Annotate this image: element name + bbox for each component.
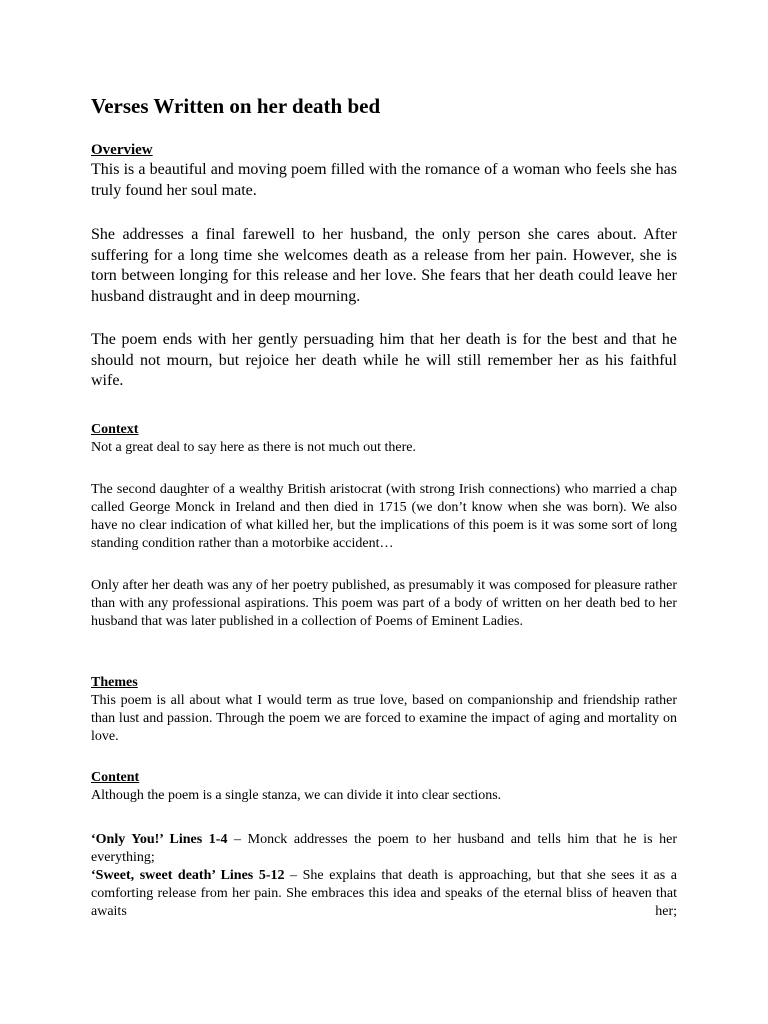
- overview-heading: Overview: [91, 142, 153, 158]
- context-paragraph-3: Only after her death was any of her poetry published, as presumably it was composed for pleasure rather than with any professional aspirations. This poem was part of a body of written on her death bed to her husband that was later published in a collection of Poems of Eminent Ladies.: [91, 578, 677, 629]
- content-section-text: – She explains that death is approaching, but that she sees it as a comforting release from her pain. She embraces this idea and speaks of the eternal bliss of heaven that awaits her;: [91, 868, 677, 919]
- context-heading: Context: [91, 422, 139, 437]
- content-heading: Content: [91, 770, 140, 785]
- context-paragraph-1: Not a great deal to say here as there is not much out there.: [91, 440, 416, 455]
- content-section-item: [91, 831, 677, 867]
- context-paragraph-3-block: [91, 577, 677, 631]
- overview-paragraph-2-block: [91, 225, 677, 307]
- overview-paragraph-1: This is a beautiful and moving poem filled with the romance of a woman who feels she has truly found her soul mate.: [91, 161, 677, 199]
- content-intro: Although the poem is a single stanza, we can divide it into clear sections.: [91, 788, 502, 803]
- overview-paragraph-3: The poem ends with her gently persuading him that her death is for the best and that he should not mourn, but rejoice her death while he will still remember her as his faithful wife.: [91, 331, 677, 389]
- overview-paragraph-3-block: [91, 330, 677, 392]
- context-paragraph-2: The second daughter of a wealthy British aristocrat (with strong Irish connections) who married a chap called George Monck in Ireland and then died in 1715 (we don’t know when she was born). We also have no clear indication of what killed her, but the implications of this poem is it was some sort of long standing condition rather than a motorbike accident…: [91, 482, 677, 551]
- document-title: Verses Written on her death bed: [91, 94, 381, 118]
- themes-heading: Themes: [91, 675, 138, 690]
- overview-paragraph-2: She addresses a final farewell to her husband, the only person she cares about. After suffering for a long time she welcomes death as a release from her pain. However, she is torn between longing for this release and her love. She fears that her death could leave her husband distraught and in deep mourning.: [91, 226, 677, 305]
- themes-section: [91, 674, 677, 746]
- context-section: [91, 421, 677, 457]
- content-sections-list: [91, 831, 677, 921]
- content-section-item: [91, 867, 677, 921]
- overview-section: [91, 140, 677, 201]
- themes-paragraph: This poem is all about what I would term as true love, based on companionship and friendship rather than lust and passion. Through the poem we are forced to examine the impact of aging and mortality on love.: [91, 693, 677, 744]
- content-section: [91, 769, 677, 805]
- context-paragraph-2-block: [91, 481, 677, 553]
- content-section-label: ‘Only You!’ Lines 1-4: [91, 832, 228, 847]
- content-section-label: ‘Sweet, sweet death’ Lines 5-12: [91, 868, 285, 883]
- content-section-text: – Monck addresses the poem to her husband and tells him that he is her everything;: [91, 832, 677, 865]
